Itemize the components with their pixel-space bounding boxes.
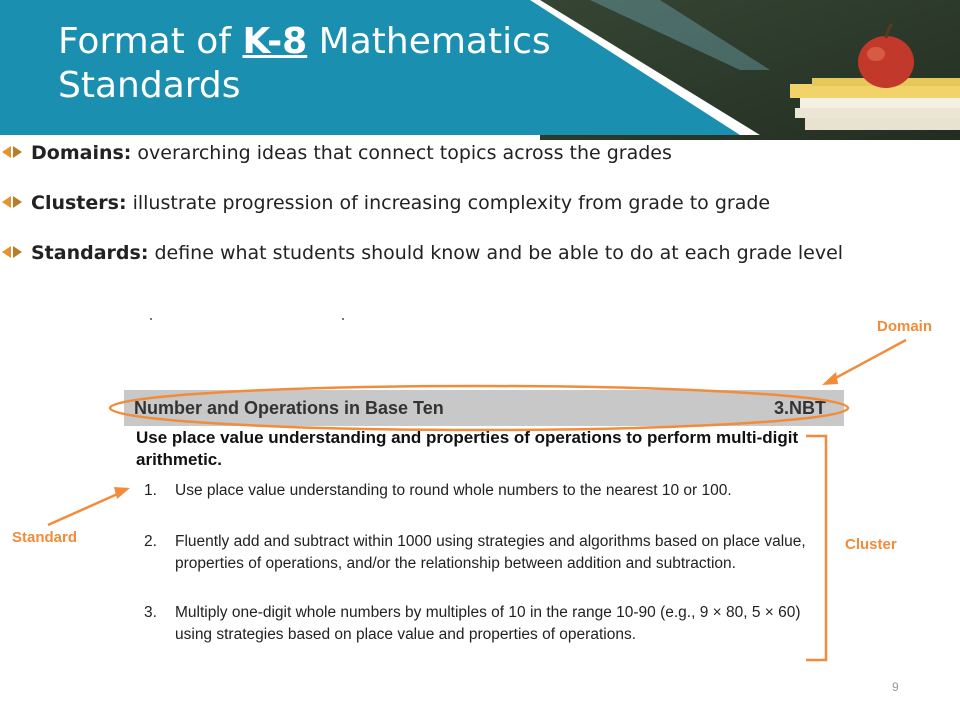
- title-line2: Standards: [58, 65, 241, 106]
- domain-code: 3.NBT: [773, 398, 826, 418]
- domain-arrow-head: [822, 372, 838, 385]
- domain-highlight-ellipse: [110, 386, 848, 430]
- bullet-term: Clusters:: [31, 192, 127, 214]
- standard-arrow: [48, 492, 122, 525]
- standard-number: 3.: [144, 604, 157, 621]
- standard-arrow-head: [114, 487, 130, 499]
- title-suffix: Mathematics: [307, 21, 551, 62]
- callout-domain: Domain: [877, 318, 933, 335]
- bullet-term: Standards:: [31, 242, 149, 264]
- bullet-text: illustrate progression of increasing complexity from grade to grade: [126, 192, 771, 214]
- bullet-term: Domains:: [31, 142, 132, 164]
- domain-arrow: [830, 340, 906, 381]
- standard-number: 2.: [144, 533, 157, 550]
- bullet-text: define what students should know and be able to do at each grade level: [148, 242, 844, 264]
- title-emphasis: K-8: [242, 21, 308, 62]
- title-prefix: Format of: [58, 21, 243, 62]
- page-number: 9: [892, 680, 899, 694]
- callout-cluster: Cluster: [845, 536, 897, 553]
- bullet-text: overarching ideas that connect topics across the grades: [131, 142, 672, 164]
- standard-text: Use place value understanding to round whole numbers to the nearest 10 or 100.: [175, 482, 732, 499]
- cluster-heading: Use place value understanding and properties of operations to perform multi-digit arithmetic.: [136, 428, 799, 469]
- cluster-bracket: [806, 436, 826, 660]
- domain-name: Number and Operations in Base Ten: [134, 398, 444, 418]
- standard-text: Multiply one-digit whole numbers by multiples of 10 in the range 10-90 (e.g., 9 × 80, 5 × 60) using strategies based on place value and properties of operations.: [175, 604, 801, 643]
- standard-number: 1.: [144, 482, 157, 499]
- standard-text: Fluently add and subtract within 1000 using strategies and algorithms based on place value, properties of operations, and/or the relationship between addition and subtraction.: [175, 533, 806, 572]
- callout-standard: Standard: [12, 529, 78, 546]
